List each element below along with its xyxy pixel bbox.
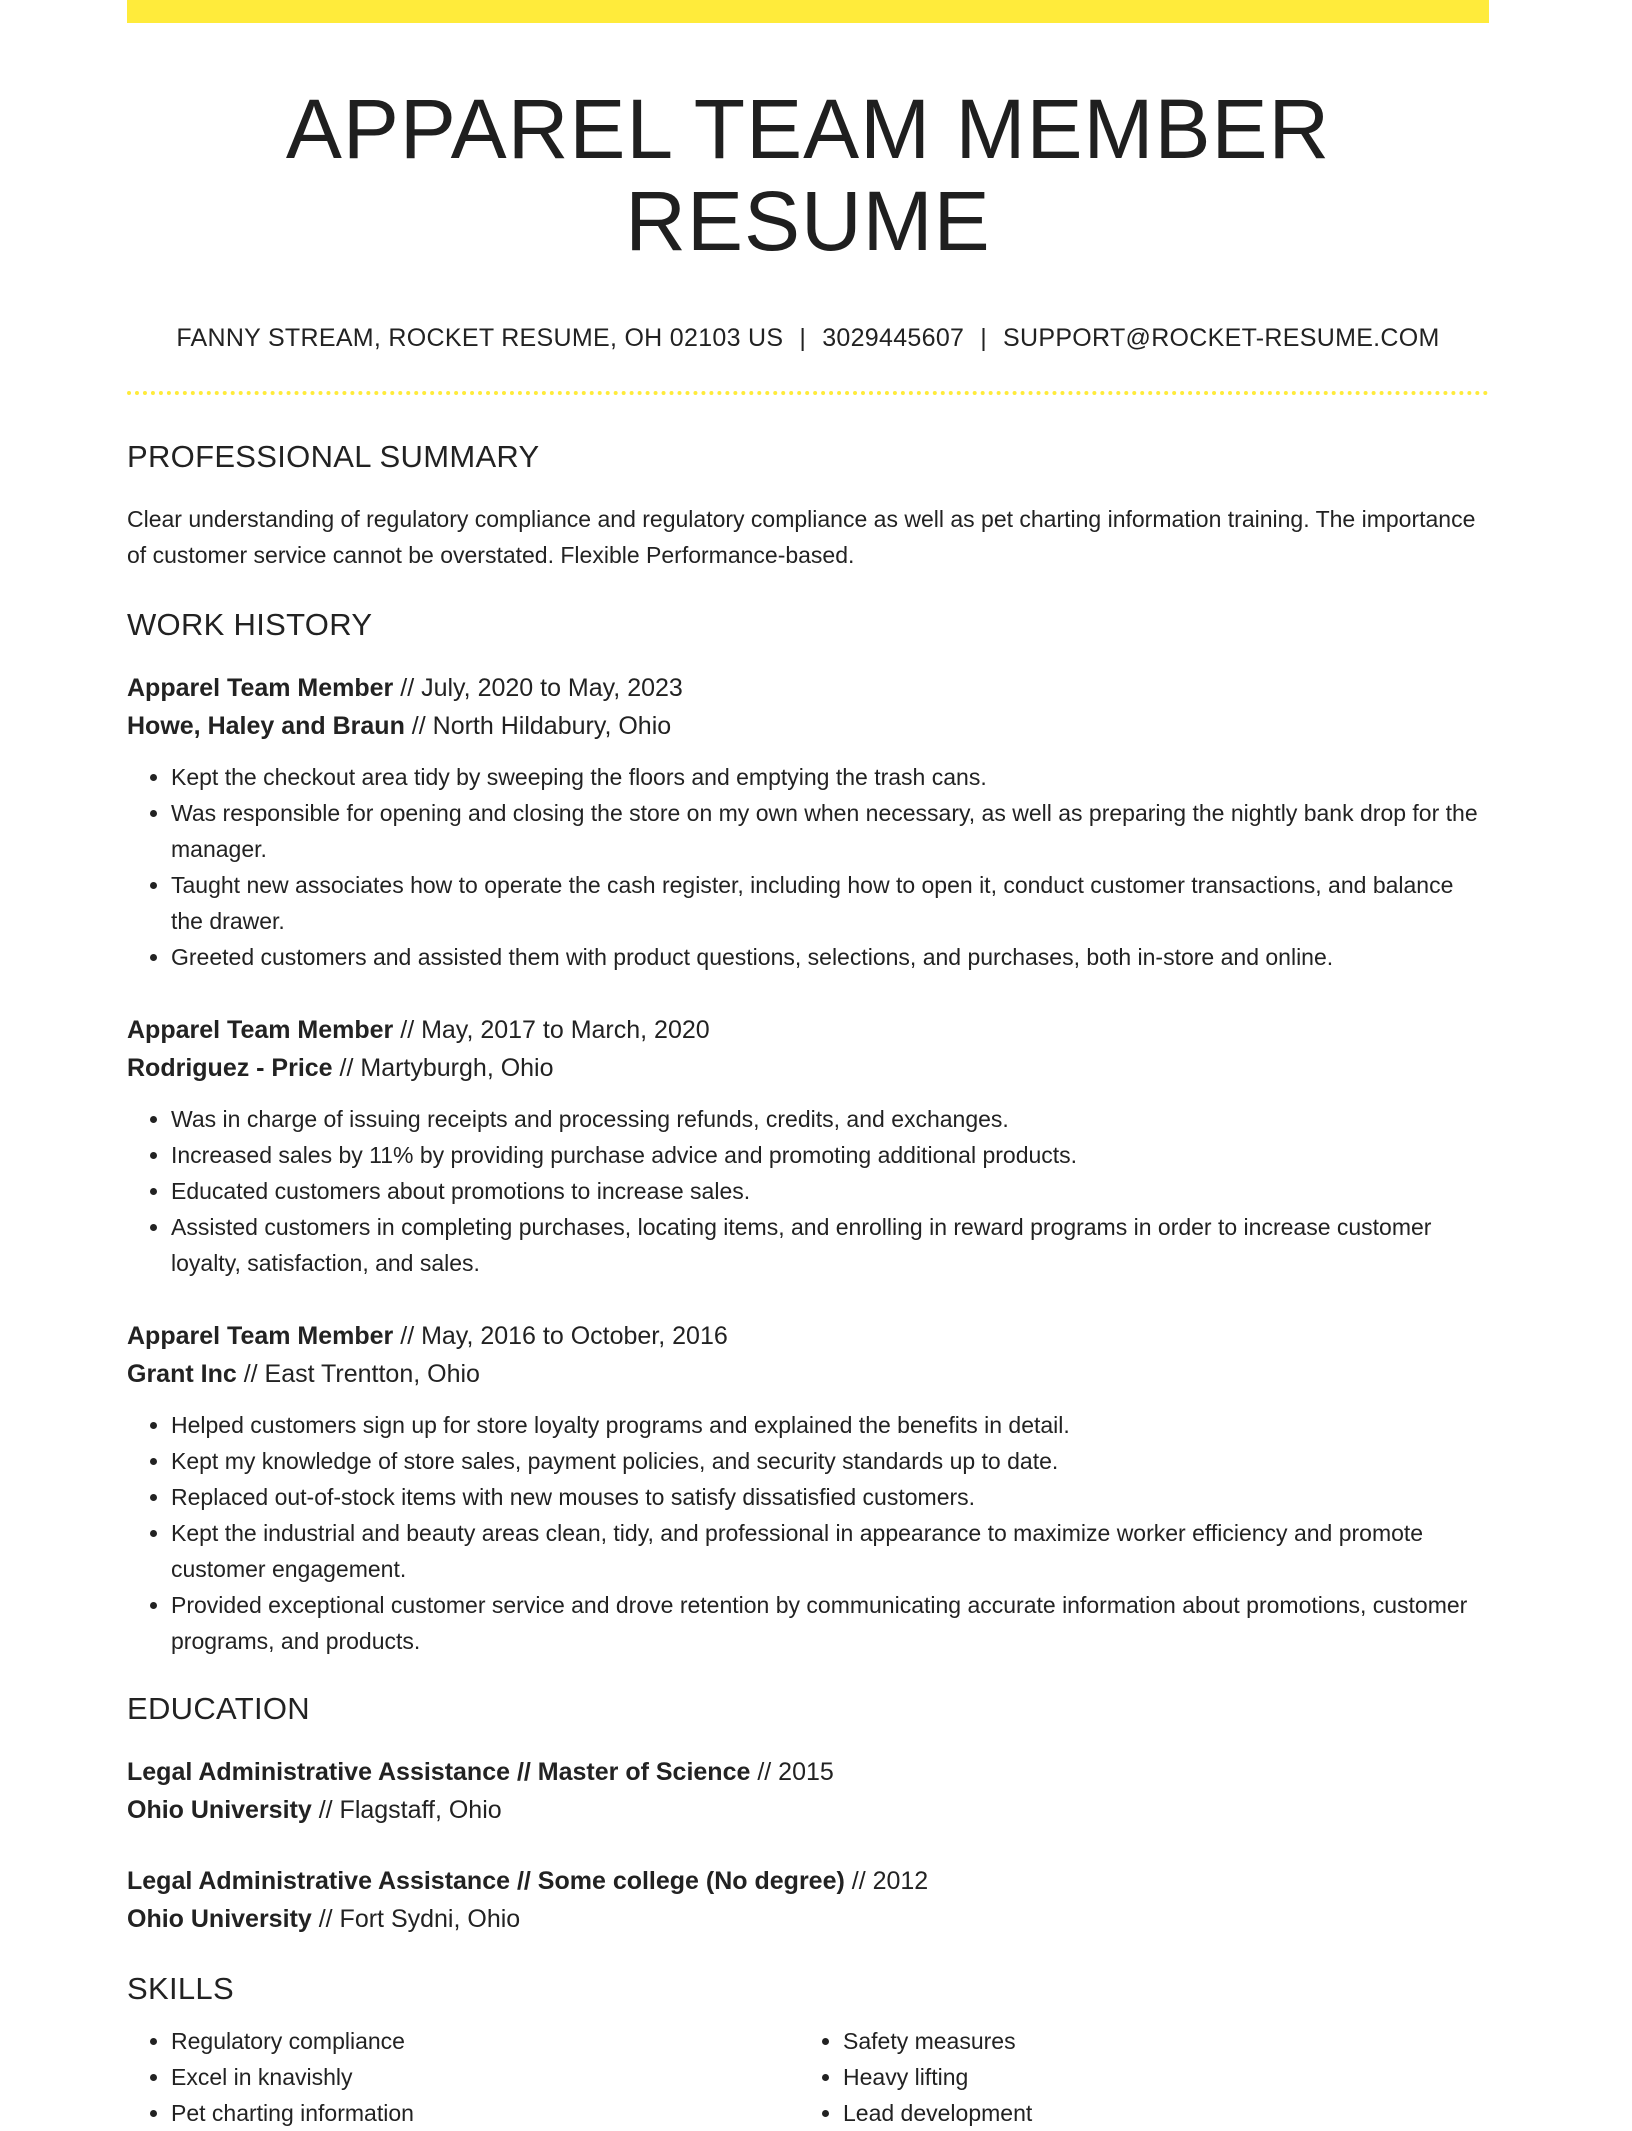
contact-phone: 3029445607 [822,323,965,352]
summary-section [127,439,1489,573]
resume-title: APPAREL TEAM MEMBER RESUME [285,82,1331,269]
job-company: Grant Inc [127,1359,237,1388]
job-title: Apparel Team Member [127,1015,394,1044]
section-heading: EDUCATION [127,1690,310,1726]
school-location: // Fort Sydni, Ohio [311,1904,521,1933]
skills-left-list [127,2023,799,2131]
accent-top-bar [127,0,1489,23]
contact-address: FANNY STREAM, ROCKET RESUME, OH 02103 US [176,323,784,352]
job-bullets [127,1407,1489,1659]
list-item: • Kept the checkout area tidy by sweeping the floors and emptying the trash cans. [171,759,1489,795]
degree-line [127,1753,1489,1791]
work-history-section [127,607,1489,1659]
degree-year: // 2015 [750,1757,834,1786]
job-bullets [127,759,1489,975]
section-heading: PROFESSIONAL SUMMARY [127,438,540,474]
list-item: • Replaced out-of-stock items with new mouses to satisfy dissatisfied customers. [171,1479,1489,1515]
school-line [127,1900,1489,1938]
job-location: // East Trentton, Ohio [236,1359,480,1388]
section-heading: WORK HISTORY [127,606,373,642]
job-title-line [127,1011,1489,1049]
school: Ohio University [127,1795,312,1824]
summary-text: Clear understanding of regulatory compliance and regulatory compliance as well as pet charting information training. The importance of customer service cannot be overstated. Flexible Performance-based. [127,505,1476,568]
job-location: // Martyburgh, Ohio [332,1053,554,1082]
degree: Legal Administrative Assistance // Master of Science [127,1757,751,1786]
school: Ohio University [127,1904,312,1933]
job-title-line [127,669,1489,707]
job-entry [127,1317,1489,1659]
job-company-line [127,707,1489,745]
job-dates: // May, 2016 to October, 2016 [393,1321,728,1350]
list-item: • Kept my knowledge of store sales, payment policies, and security standards up to date. [171,1443,1489,1479]
contact-separator: | [980,323,988,352]
list-item: • Kept the industrial and beauty areas clean, tidy, and professional in appearance to maximize worker efficiency and promote customer engagement. [171,1515,1489,1587]
job-location: // North Hildabury, Ohio [404,711,672,740]
education-entry [127,1753,1489,1829]
contact-separator: | [799,323,807,352]
list-item: • Educated customers about promotions to increase sales. [171,1173,1489,1209]
school-location: // Flagstaff, Ohio [311,1795,502,1824]
dotted-divider [127,391,1489,395]
list-item: • Greeted customers and assisted them with product questions, selections, and purchases, both in-store and online. [171,939,1489,975]
job-title: Apparel Team Member [127,673,394,702]
job-company: Howe, Haley and Braun [127,711,405,740]
job-company-line [127,1049,1489,1087]
list-item: • Increased sales by 11% by providing purchase advice and promoting additional products. [171,1137,1489,1173]
education-section [127,1691,1489,1938]
skill-item: • Safety measures [843,2023,1471,2059]
list-item: • Was in charge of issuing receipts and processing refunds, credits, and exchanges. [171,1101,1489,1137]
contact-email: SUPPORT@ROCKET-RESUME.COM [1003,323,1440,352]
degree-year: // 2012 [844,1866,929,1895]
job-entry [127,669,1489,975]
skill-item: • Excel in knavishly [171,2059,799,2095]
list-item: • Taught new associates how to operate the cash register, including how to open it, conduct customer transactions, and balance the drawer. [171,867,1489,939]
skill-item: • Regulatory compliance [171,2023,799,2059]
job-title: Apparel Team Member [127,1321,394,1350]
job-bullets [127,1101,1489,1281]
list-item: • Helped customers sign up for store loyalty programs and explained the benefits in detail. [171,1407,1489,1443]
skills-columns [127,2023,1489,2131]
school-line [127,1791,1489,1829]
contact-line [127,324,1489,353]
skill-item: • Pet charting information [171,2095,799,2131]
resume-page [127,0,1489,2131]
degree: Legal Administrative Assistance // Some college (No degree) [127,1866,845,1895]
job-dates: // July, 2020 to May, 2023 [393,673,683,702]
job-entry [127,1011,1489,1281]
job-company: Rodriguez - Price [127,1053,333,1082]
job-company-line [127,1355,1489,1393]
education-entry [127,1862,1489,1938]
degree-line [127,1862,1489,1900]
list-item: • Was responsible for opening and closing the store on my own when necessary, as well as preparing the nightly bank drop for the manager. [171,795,1489,867]
job-dates: // May, 2017 to March, 2020 [393,1015,710,1044]
job-title-line [127,1317,1489,1355]
skill-item: • Lead development [843,2095,1471,2131]
skills-right-list [799,2023,1471,2131]
skills-section [127,1971,1489,2131]
list-item: • Provided exceptional customer service and drove retention by communicating accurate information about promotions, customer programs, and products. [171,1587,1489,1659]
skill-item: • Heavy lifting [843,2059,1471,2095]
section-heading: SKILLS [127,1970,234,2006]
list-item: • Assisted customers in completing purchases, locating items, and enrolling in reward programs in order to increase customer loyalty, satisfaction, and sales. [171,1209,1489,1281]
